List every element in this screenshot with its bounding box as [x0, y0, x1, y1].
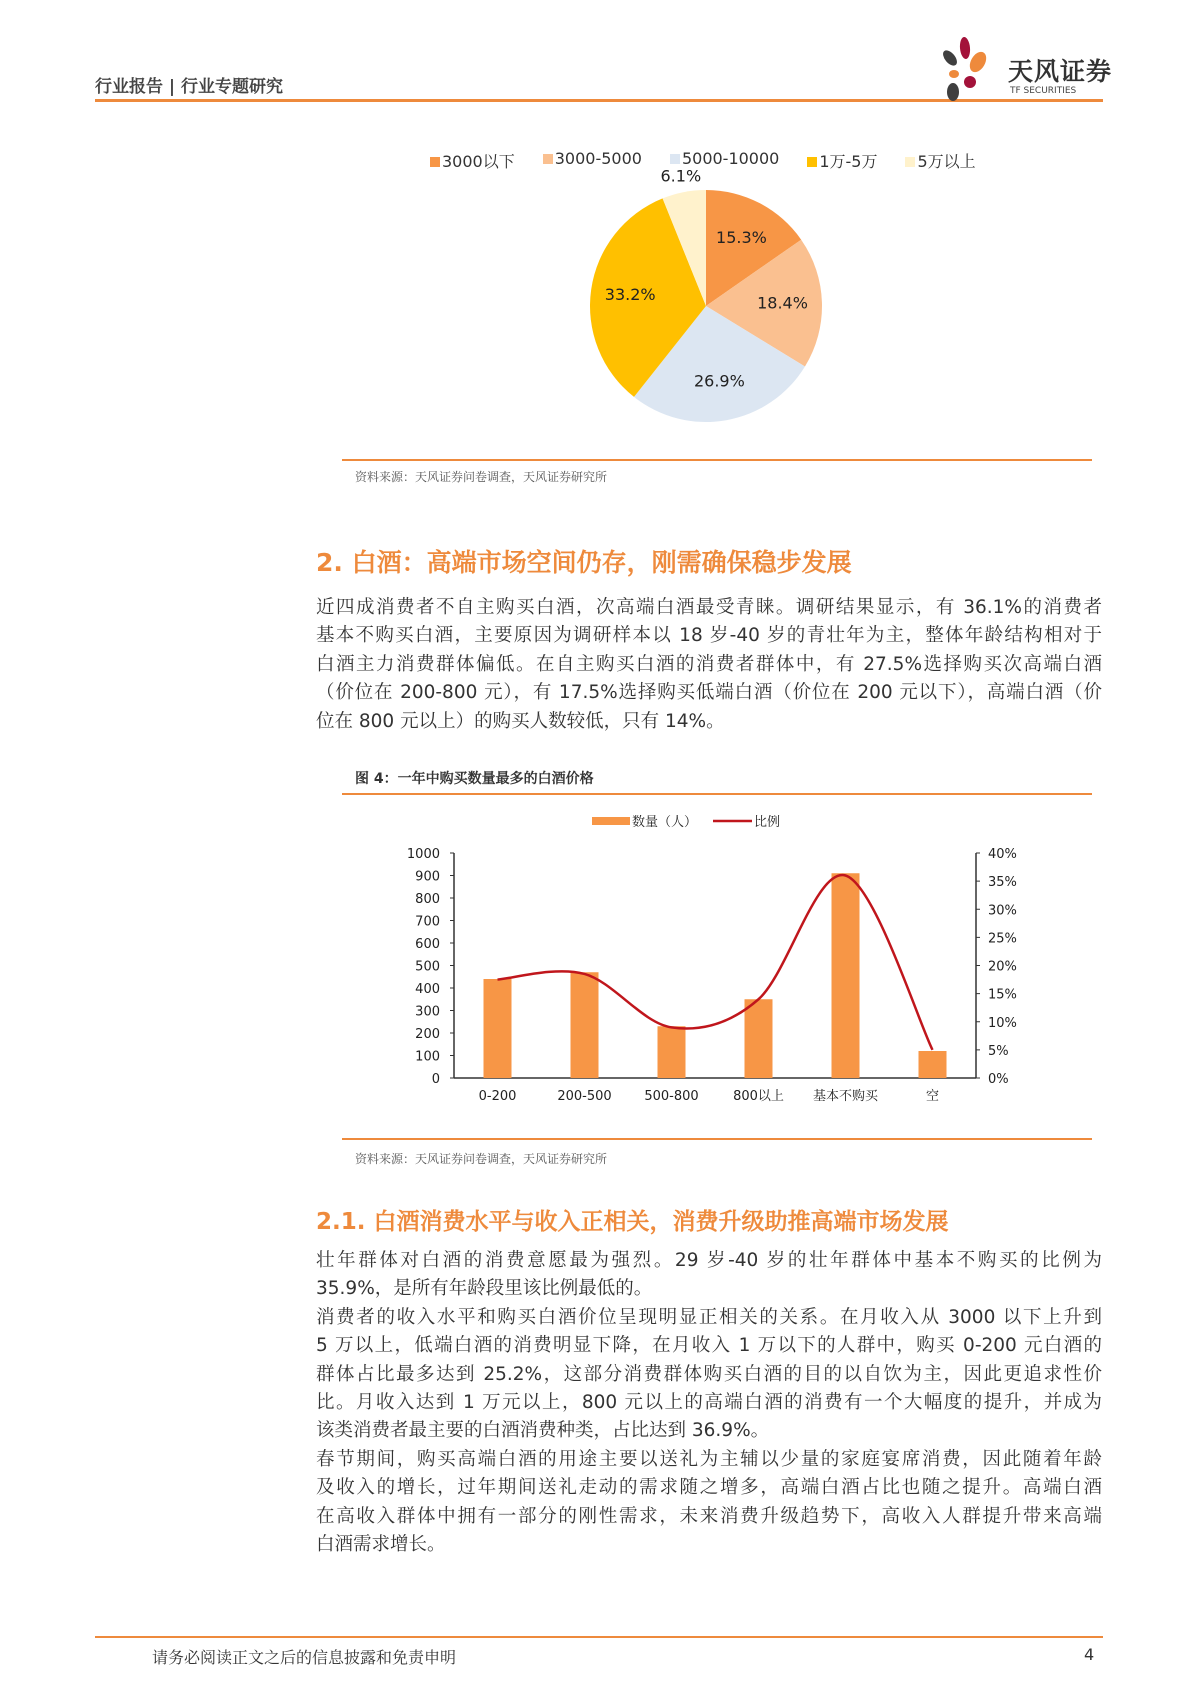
text-line: 比。月收入达到 1 万元以上，800 元以上的高端白酒的消费有一个大幅度的提升，并成为 — [316, 1391, 1102, 1413]
footer-divider — [95, 1636, 1103, 1638]
income-pie-chart — [560, 170, 860, 450]
ratio-line — [498, 875, 933, 1050]
legend-label: 3000以下 — [442, 152, 515, 171]
y-tick-label: 0 — [431, 1072, 440, 1087]
y2-tick-label: 30% — [988, 903, 1017, 919]
legend-swatch-bar — [592, 817, 630, 825]
y-tick-label: 700 — [415, 914, 440, 930]
footer-disclaimer: 请务必阅读正文之后的信息披露和免责申明 — [152, 1648, 457, 1667]
y2-tick-label: 20% — [988, 959, 1017, 975]
y2-tick-label: 40% — [988, 847, 1017, 862]
y-tick-label: 100 — [415, 1049, 440, 1065]
pie-source: 资料来源：天风证券问卷调查，天风证券研究所 — [355, 470, 608, 484]
text-line: 白酒主力消费群体偏低。在自主购买白酒的消费者群体中，有 27.5%选择购买次高端白酒 — [316, 653, 1102, 675]
pie-legend — [430, 149, 976, 172]
legend-item — [670, 149, 779, 172]
figure-divider — [342, 793, 1092, 795]
x-tick-label: 基本不购买 — [812, 1089, 879, 1104]
legend-swatch — [670, 154, 680, 164]
text-line: 35.9%，是所有年龄段里该比例最低的。 — [316, 1278, 653, 1300]
y2-tick-label: 0% — [988, 1072, 1009, 1087]
text-line: 春节期间，购买高端白酒的用途主要以送礼为主辅以少量的家庭宴席消费，因此随着年龄 — [316, 1448, 1102, 1470]
legend-label: 比例 — [754, 815, 781, 830]
legend-item — [543, 149, 642, 172]
y-tick-label: 1000 — [406, 847, 440, 862]
logo-text-cn: 天风证券 — [1008, 57, 1113, 86]
text-line: 消费者的收入水平和购买白酒价位呈现明显正相关的关系。在月收入从 3000 以下上升到 — [316, 1306, 1102, 1328]
legend-item — [807, 149, 877, 172]
legend-label: 数量（人） — [632, 815, 698, 830]
text-line: 在高收入群体中拥有一部分的刚性需求，未来消费升级趋势下，高收入人群提升带来高端 — [316, 1505, 1102, 1527]
subsection-heading: 2.1. 白酒消费水平与收入正相关，消费升级助推高端市场发展 — [316, 1209, 949, 1235]
text-line: 该类消费者最主要的白酒消费种类，占比达到 36.9%。 — [316, 1420, 770, 1442]
y-tick-label: 900 — [415, 869, 440, 885]
text-line: 壮年群体对白酒的消费意愿最为强烈。29 岁-40 岁的壮年群体中基本不购买的比例为 — [316, 1250, 1102, 1271]
legend-swatch — [543, 154, 553, 164]
x-tick-label: 200-500 — [557, 1089, 612, 1104]
pie-data-label: 26.9% — [693, 371, 745, 391]
pie-data-label: 18.4% — [757, 293, 808, 313]
y-tick-label: 500 — [415, 959, 440, 975]
pie-data-label: 33.2% — [604, 285, 656, 305]
text-line: 群体占比最多达到 25.2%，这部分消费群体购买白酒的目的以自饮为主，因此更追求性价 — [316, 1363, 1102, 1385]
legend-label: 1万-5万 — [819, 152, 878, 171]
y2-tick-label: 25% — [988, 931, 1017, 947]
x-tick-label: 800以上 — [733, 1089, 784, 1104]
paragraph — [316, 1304, 1102, 1446]
bar — [745, 999, 773, 1078]
legend-label: 5万以上 — [917, 152, 976, 171]
page-number: 4 — [1084, 1645, 1095, 1664]
legend-item — [430, 149, 515, 172]
text-line: 白酒需求增长。 — [316, 1533, 446, 1555]
legend-swatch — [807, 157, 817, 167]
report-category: 行业报告 | 行业专题研究 — [95, 77, 284, 97]
section-heading: 2. 白酒：高端市场空间仍存，刚需确保稳步发展 — [316, 548, 852, 577]
legend-swatch — [905, 157, 915, 167]
x-tick-label: 空 — [925, 1089, 940, 1104]
text-line: 位在 800 元以上）的购买人数较低，只有 14%。 — [316, 710, 725, 732]
bar — [484, 979, 512, 1078]
figure-source: 资料来源：天风证券问卷调查，天风证券研究所 — [355, 1152, 608, 1166]
legend-label: 5000-10000 — [681, 149, 780, 168]
y2-tick-label: 10% — [988, 1015, 1017, 1031]
text-line: 及收入的增长，过年期间送礼走动的需求随之增多，高端白酒占比也随之提升。高端白酒 — [316, 1477, 1102, 1499]
figure-divider — [342, 459, 1092, 461]
pie-data-label: 15.3% — [716, 228, 767, 248]
bar — [658, 1026, 686, 1078]
text-line: 基本不购买白酒，主要原因为调研样本以 18 岁-40 岁的青壮年为主，整体年龄结构相对于 — [316, 625, 1102, 647]
y-tick-label: 600 — [415, 937, 440, 952]
paragraph — [316, 1446, 1102, 1560]
y-tick-label: 400 — [415, 982, 440, 997]
y2-tick-label: 35% — [988, 875, 1017, 891]
x-tick-label: 0-200 — [478, 1089, 517, 1104]
x-tick-label: 500-800 — [644, 1089, 699, 1104]
bar — [571, 972, 599, 1078]
text-line: （价位在 200-800 元），有 17.5%选择购买低端白酒（价位在 200 元以下），高端白酒（价 — [316, 682, 1102, 704]
figure-title: 图 4：一年中购买数量最多的白酒价格 — [355, 771, 594, 787]
y-tick-label: 300 — [415, 1004, 440, 1020]
price-combo-chart — [380, 815, 1040, 1115]
subsection-body — [316, 1247, 1102, 1559]
y-tick-label: 200 — [415, 1027, 440, 1042]
y-tick-label: 800 — [415, 892, 440, 907]
bar — [832, 873, 860, 1078]
text-line: 近四成消费者不自主购买白酒，次高端白酒最受青睐。调研结果显示，有 36.1%的消费者 — [316, 597, 1102, 618]
y2-tick-label: 15% — [988, 987, 1017, 1003]
legend-swatch — [430, 157, 440, 167]
y2-tick-label: 5% — [988, 1043, 1009, 1059]
text-line: 5 万以上，低端白酒的消费明显下降，在月收入 1 万以下的人群中，购买 0-200 元白酒的 — [316, 1335, 1102, 1357]
section-paragraph — [316, 594, 1102, 736]
paragraph — [316, 1247, 1102, 1304]
logo-text-en: TF SECURITIES — [1010, 86, 1077, 96]
bar — [919, 1051, 947, 1078]
legend-item — [905, 149, 975, 172]
figure-divider — [342, 1138, 1092, 1140]
legend-label: 3000-5000 — [554, 149, 642, 168]
pie-data-label: 6.1% — [660, 170, 702, 186]
